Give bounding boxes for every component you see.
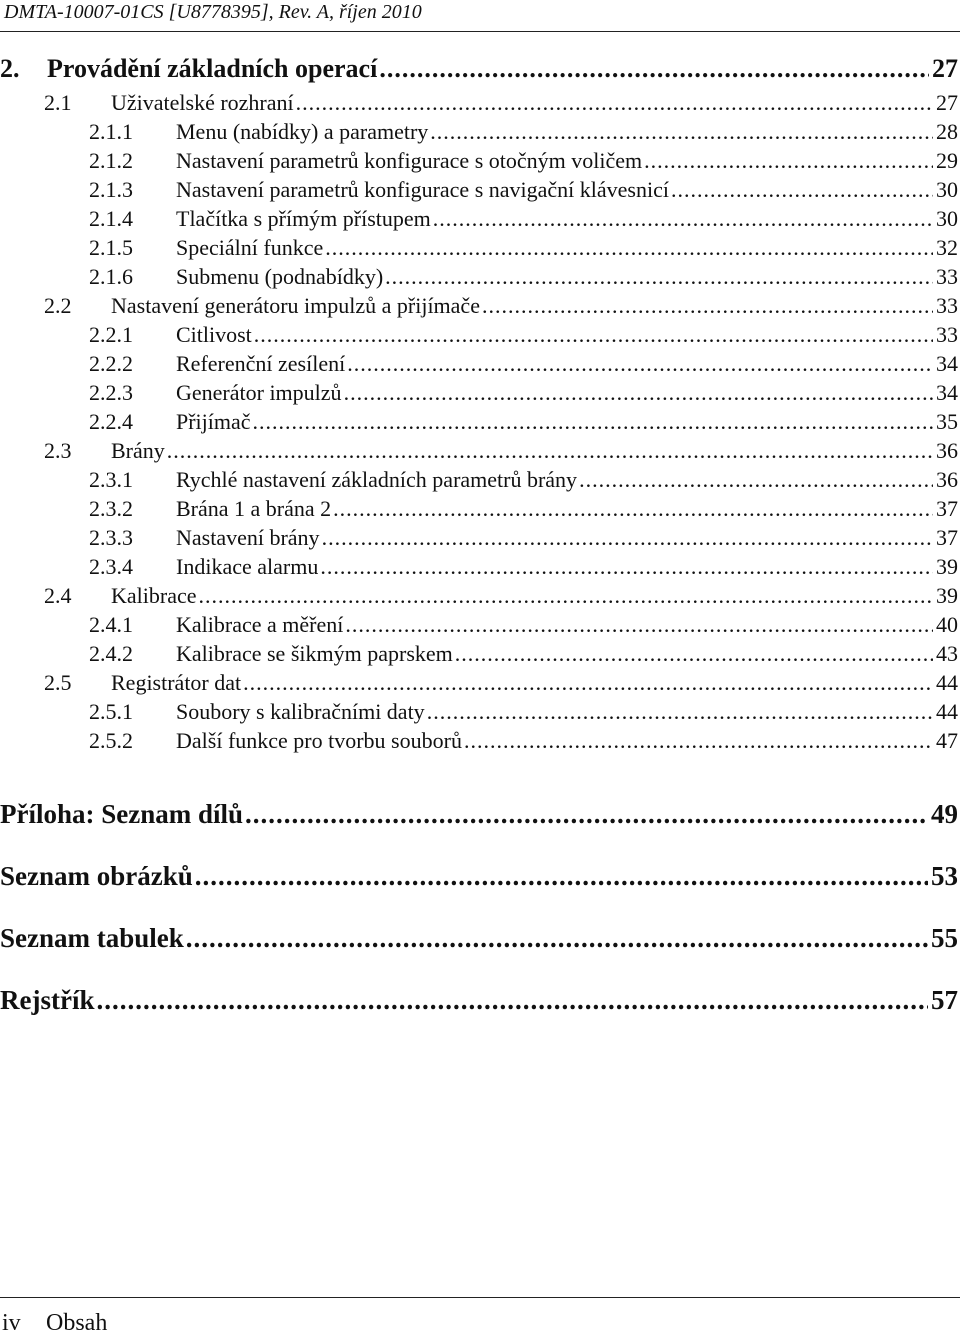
toc-entry-number: 2.1: [44, 90, 72, 115]
toc-entry[interactable]: [0, 233, 958, 262]
toc-dot-leader: [243, 668, 933, 697]
toc-entry-title: Kalibrace: [111, 583, 197, 608]
toc-dot-leader: [195, 845, 928, 907]
toc-entry-number: 2.2.1: [89, 322, 133, 347]
toc-entry-title: Brány: [111, 438, 165, 463]
toc-entry-title: Nastavení generátoru impulzů a přijímače: [111, 293, 480, 318]
toc-dot-leader: [322, 523, 933, 552]
toc-entry-title: Soubory s kalibračními daty: [176, 699, 425, 724]
toc-entry-title: Submenu (podnabídky): [176, 264, 384, 289]
toc-entry[interactable]: [0, 349, 958, 378]
toc-entry-title: Seznam obrázků: [0, 861, 193, 891]
toc-entry-number: 2.4.2: [89, 641, 133, 666]
toc-dot-leader: [644, 146, 933, 175]
toc-entry[interactable]: [0, 407, 958, 436]
toc-dot-leader: [333, 494, 933, 523]
toc-entry[interactable]: [0, 465, 958, 494]
toc-entry-number: 2.: [0, 54, 20, 83]
toc-dot-leader: [167, 436, 933, 465]
header-divider: [0, 31, 960, 32]
toc-entry-page: 37: [936, 525, 958, 550]
footer-section: Obsah: [46, 1310, 108, 1336]
toc-entry-page: 32: [936, 235, 958, 260]
toc-entry-number: 2.1.1: [89, 119, 133, 144]
toc-dot-leader: [254, 320, 933, 349]
toc-entry-title: Seznam tabulek: [0, 923, 184, 953]
toc-entry[interactable]: [0, 262, 958, 291]
toc-entry-number: 2.3.3: [89, 525, 133, 550]
toc-entry-page: 28: [936, 119, 958, 144]
toc-entry-page: 53: [931, 861, 958, 891]
toc-dot-leader: [579, 465, 933, 494]
toc-entry-title: Speciální funkce: [176, 235, 324, 260]
toc-entry[interactable]: [0, 726, 958, 755]
toc-entry-number: 2.5.1: [89, 699, 133, 724]
toc-entry-page: 43: [936, 641, 958, 666]
toc-dot-leader: [427, 697, 933, 726]
document-header: DMTA-10007-01CS [U8778395], Rev. A, říjen 2010: [4, 1, 422, 23]
toc-entry-number: 2.1.4: [89, 206, 133, 231]
toc-entry-page: 33: [936, 322, 958, 347]
toc-entry-number: 2.2: [44, 293, 72, 318]
toc-entry[interactable]: [0, 50, 958, 88]
toc-dot-leader: [199, 581, 934, 610]
toc-entry-title: Nastavení parametrů konfigurace s otočným voličem: [176, 148, 643, 173]
toc-entry-number: 2.2.2: [89, 351, 133, 376]
toc-entry-number: 2.1.3: [89, 177, 133, 202]
toc-entry-number: 2.2.3: [89, 380, 133, 405]
toc-entry[interactable]: [0, 668, 958, 697]
toc-entry[interactable]: [0, 523, 958, 552]
toc-dot-leader: [464, 726, 933, 755]
toc-entry-title: Tlačítka s přímým přístupem: [176, 206, 431, 231]
toc-entry[interactable]: [0, 175, 958, 204]
toc-dot-leader: [96, 969, 928, 1031]
toc-entry-page: 33: [936, 293, 958, 318]
toc-entry-title: Brána 1 a brána 2: [176, 496, 332, 521]
toc-appendix-entry[interactable]: [0, 969, 958, 1031]
footer-page-number: iv: [2, 1310, 21, 1336]
toc-dot-leader: [344, 378, 933, 407]
toc-entry-title: Uživatelské rozhraní: [111, 90, 294, 115]
toc-dot-leader: [347, 349, 933, 378]
toc-appendix-entry[interactable]: [0, 845, 958, 907]
toc-entry[interactable]: [0, 291, 958, 320]
toc-entry[interactable]: [0, 146, 958, 175]
toc-entry-page: 37: [936, 496, 958, 521]
toc-entry-number: 2.3.1: [89, 467, 133, 492]
toc-entry-page: 30: [936, 177, 958, 202]
toc-entry-page: 30: [936, 206, 958, 231]
toc-entry[interactable]: [0, 494, 958, 523]
toc-entry[interactable]: [0, 639, 958, 668]
toc-entry-title: Kalibrace a měření: [176, 612, 344, 637]
toc-entry-number: 2.1.6: [89, 264, 133, 289]
toc-appendix-entry[interactable]: [0, 907, 958, 969]
table-of-contents: [0, 50, 958, 1031]
toc-entry-number: 2.4: [44, 583, 72, 608]
toc-entry-number: 2.2.4: [89, 409, 133, 434]
toc-entry-title: Menu (nabídky) a parametry: [176, 119, 429, 144]
toc-entry[interactable]: [0, 610, 958, 639]
page-footer: [2, 1310, 107, 1336]
toc-entry-page: 27: [932, 54, 958, 83]
footer-divider: [0, 1297, 960, 1298]
toc-appendix-entry[interactable]: [0, 783, 958, 845]
toc-entry-number: 2.3: [44, 438, 72, 463]
toc-entry-title: Registrátor dat: [111, 670, 242, 695]
toc-entry-title: Přijímač: [176, 409, 251, 434]
toc-entry[interactable]: [0, 436, 958, 465]
toc-dot-leader: [482, 291, 933, 320]
toc-entry-page: 39: [936, 583, 958, 608]
toc-entry-title: Rychlé nastavení základních parametrů brány: [176, 467, 578, 492]
toc-dot-leader: [671, 175, 933, 204]
toc-dot-leader: [245, 783, 928, 845]
toc-dot-leader: [385, 262, 933, 291]
toc-entry-page: 35: [936, 409, 958, 434]
toc-entry-page: 44: [936, 670, 958, 695]
toc-dot-leader: [320, 552, 933, 581]
toc-entry-page: 27: [936, 90, 958, 115]
toc-entry-page: 36: [936, 438, 958, 463]
toc-entry-title: Generátor impulzů: [176, 380, 342, 405]
toc-entry-title: Indikace alarmu: [176, 554, 319, 579]
toc-entry-page: 44: [936, 699, 958, 724]
toc-entry-number: 2.3.4: [89, 554, 133, 579]
toc-dot-leader: [253, 407, 933, 436]
toc-entry-title: Referenční zesílení: [176, 351, 346, 376]
toc-dot-leader: [325, 233, 933, 262]
toc-entry[interactable]: [0, 320, 958, 349]
toc-entry-page: 29: [936, 148, 958, 173]
toc-entry-page: 36: [936, 467, 958, 492]
toc-entry[interactable]: [0, 204, 958, 233]
toc-entry-title: Citlivost: [176, 322, 252, 347]
toc-entry[interactable]: [0, 552, 958, 581]
toc-entry-page: 34: [936, 380, 958, 405]
toc-entry[interactable]: [0, 581, 958, 610]
toc-entry-number: 2.1.2: [89, 148, 133, 173]
toc-dot-leader: [379, 50, 929, 88]
toc-entry-title: Nastavení parametrů konfigurace s navigační klávesnicí: [176, 177, 669, 202]
toc-entry-number: 2.5: [44, 670, 72, 695]
toc-entry-page: 55: [931, 923, 958, 953]
toc-entry[interactable]: [0, 697, 958, 726]
toc-entry[interactable]: [0, 117, 958, 146]
toc-entry[interactable]: [0, 88, 958, 117]
toc-entry-title: Nastavení brány: [176, 525, 320, 550]
toc-entry-page: 47: [936, 728, 958, 753]
toc-entry-page: 40: [936, 612, 958, 637]
toc-entry-number: 2.3.2: [89, 496, 133, 521]
toc-entry-title: Další funkce pro tvorbu souborů: [176, 728, 462, 753]
toc-dot-leader: [345, 610, 933, 639]
toc-entry-page: 49: [931, 799, 958, 829]
toc-entry-page: 34: [936, 351, 958, 376]
toc-entry-title: Kalibrace se šikmým paprskem: [176, 641, 453, 666]
toc-dot-leader: [430, 117, 933, 146]
toc-entry-title: Rejstřík: [0, 985, 95, 1015]
toc-dot-leader: [186, 907, 928, 969]
toc-dot-leader: [296, 88, 933, 117]
toc-entry-page: 33: [936, 264, 958, 289]
toc-entry-number: 2.4.1: [89, 612, 133, 637]
toc-entry-number: 2.1.5: [89, 235, 133, 260]
toc-entry-title: Příloha: Seznam dílů: [0, 799, 244, 829]
toc-entry-number: 2.5.2: [89, 728, 133, 753]
toc-entry-page: 57: [931, 985, 958, 1015]
toc-entry[interactable]: [0, 378, 958, 407]
toc-entry-page: 39: [936, 554, 958, 579]
toc-dot-leader: [455, 639, 933, 668]
toc-dot-leader: [433, 204, 933, 233]
toc-entry-title: Provádění základních operací: [47, 54, 378, 83]
